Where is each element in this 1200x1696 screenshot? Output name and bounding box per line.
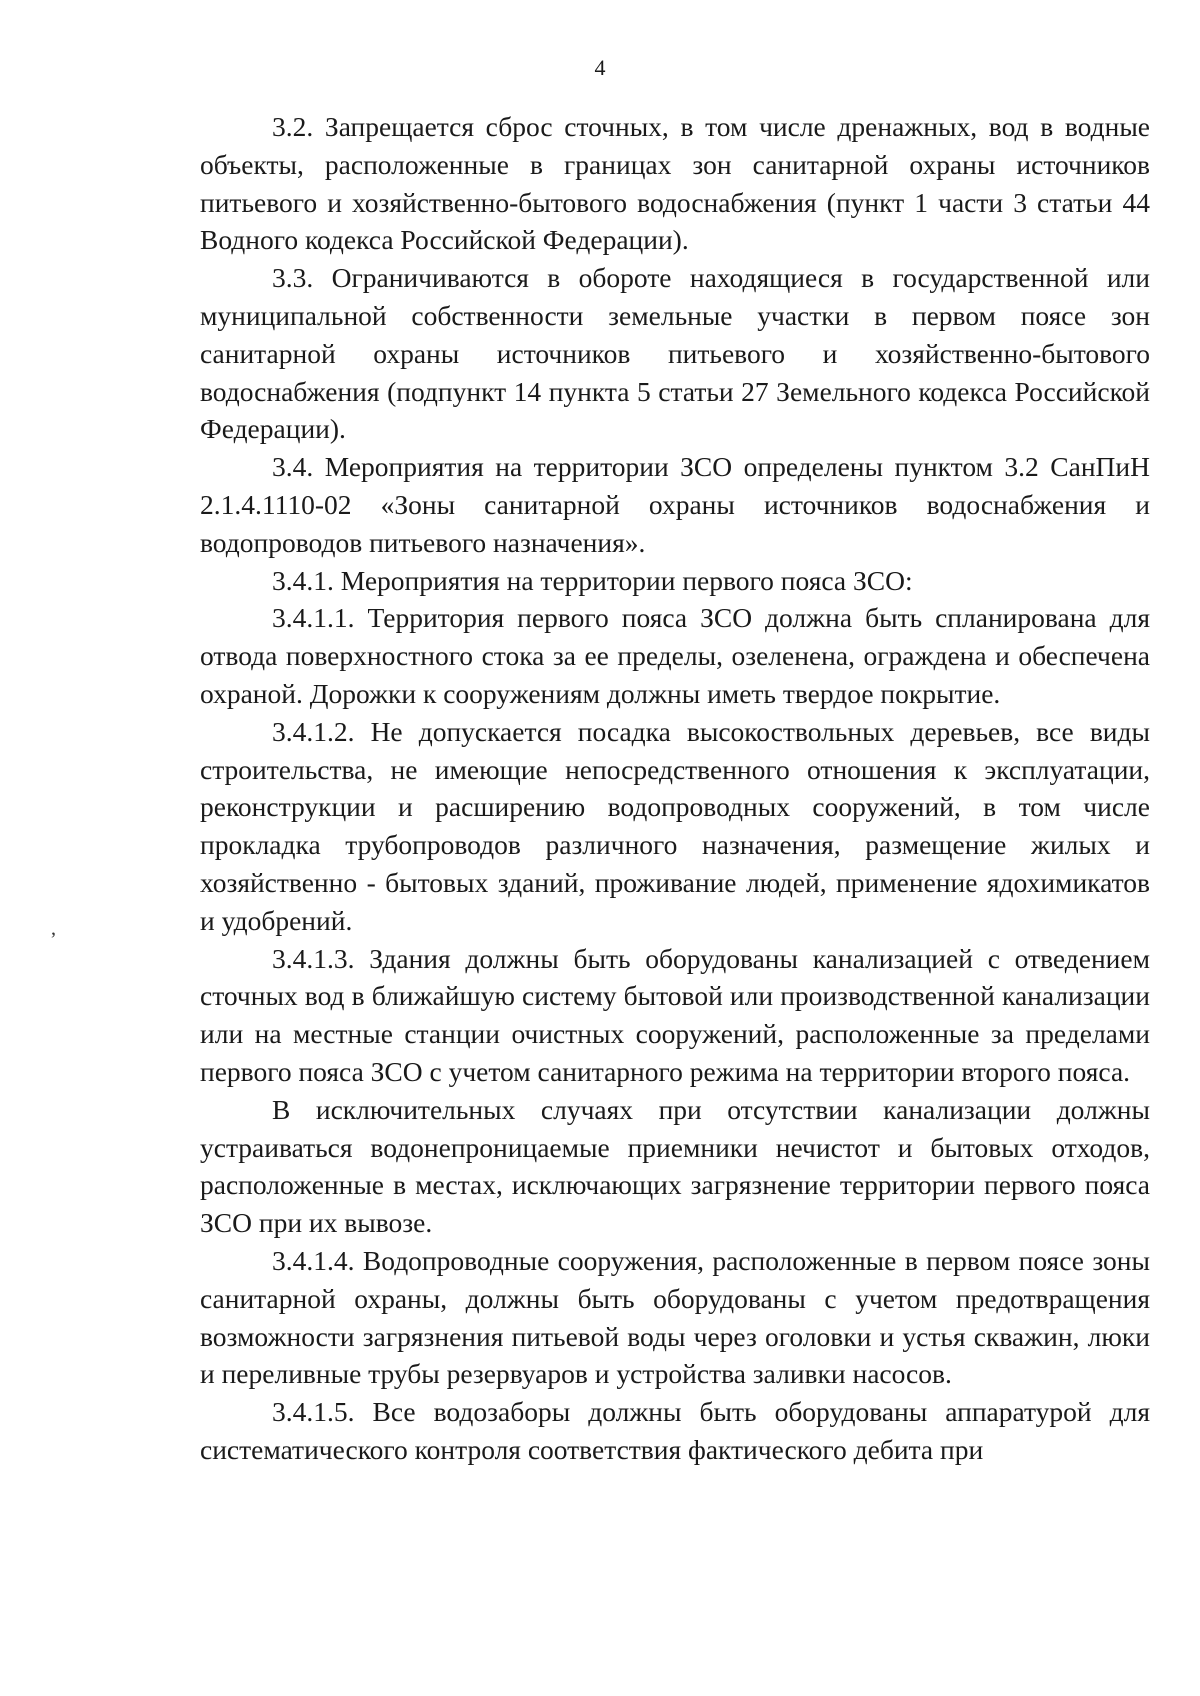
paragraph-3-4-1-4: 3.4.1.4. Водопроводные сооружения, расположенные в первом поясе зоны санитарной охраны, должны быть оборудованы с учетом предотвращения возможности загрязнения питьевой воды через оголовки и устья скважин, люки и переливные трубы резервуаров и устройства заливки насосов. [200,1244,1150,1390]
paragraph-3-4-1-2: 3.4.1.2. Не допускается посадка высокоствольных деревьев, все виды строительства, не имеющие непосредственного отношения к эксплуатации, реконструкции и расширению водопроводных сооружений, в том числе прокладка трубопроводов различного назначения, размещение жилых и хозяйственно - бытовых зданий, проживание людей, применение ядохимикатов и удобрений. [200,715,1150,936]
paragraph-3-4-1-1: 3.4.1.1. Территория первого пояса ЗСО должна быть спланирована для отвода поверхностного стока за ее пределы, озеленена, ограждена и обеспечена охраной. Дорожки к сооружениям должны иметь твердое покрытие. [200,602,1150,709]
document-body [200,108,1150,1469]
paragraph-3-4-1: 3.4.1. Мероприятия на территории первого пояса ЗСО: [272,564,913,596]
paragraph-exceptional-cases: В исключительных случаях при отсутствии канализации должны устраиваться водонепроницаемые приемники нечистот и бытовых отходов, расположенные в местах, исключающих загрязнение территории первого пояса ЗСО при их вывозе. [200,1093,1150,1239]
page-number: 4 [594,55,606,80]
paragraph-3-2: 3.2. Запрещается сброс сточных, в том числе дренажных, вод в водные объекты, расположенные в границах зон санитарной охраны источников питьевого и хозяйственно-бытового водоснабжения (пункт 1 части 3 статьи 44 Водного кодекса Российской Федерации). [200,111,1150,256]
paragraph-3-4-1-5: 3.4.1.5. Все водозаборы должны быть оборудованы аппаратурой для систематического контроля соответствия фактического дебита при [200,1396,1150,1465]
paragraph-3-4-1-3: 3.4.1.3. Здания должны быть оборудованы канализацией с отведением сточных вод в ближайшую систему бытовой или производственной канализации или на местные станции очистных сооружений, расположенные за пределами первого пояса ЗСО с учетом санитарного режима на территории второго пояса. [200,942,1150,1087]
paragraph-3-3: 3.3. Ограничиваются в обороте находящиеся в государственной или муниципальной собственности земельные участки в первом поясе зон санитарной охраны источников питьевого и хозяйственно-бытового водоснабжения (подпункт 14 пункта 5 статьи 27 Земельного кодекса Российской Федерации). [200,262,1150,445]
margin-mark: ʼ [50,929,57,951]
paragraph-3-4: 3.4. Мероприятия на территории ЗСО определены пунктом 3.2 СанПиН 2.1.4.1110-02 «Зоны санитарной охраны источников водоснабжения и водопроводов питьевого назначения». [200,451,1150,558]
